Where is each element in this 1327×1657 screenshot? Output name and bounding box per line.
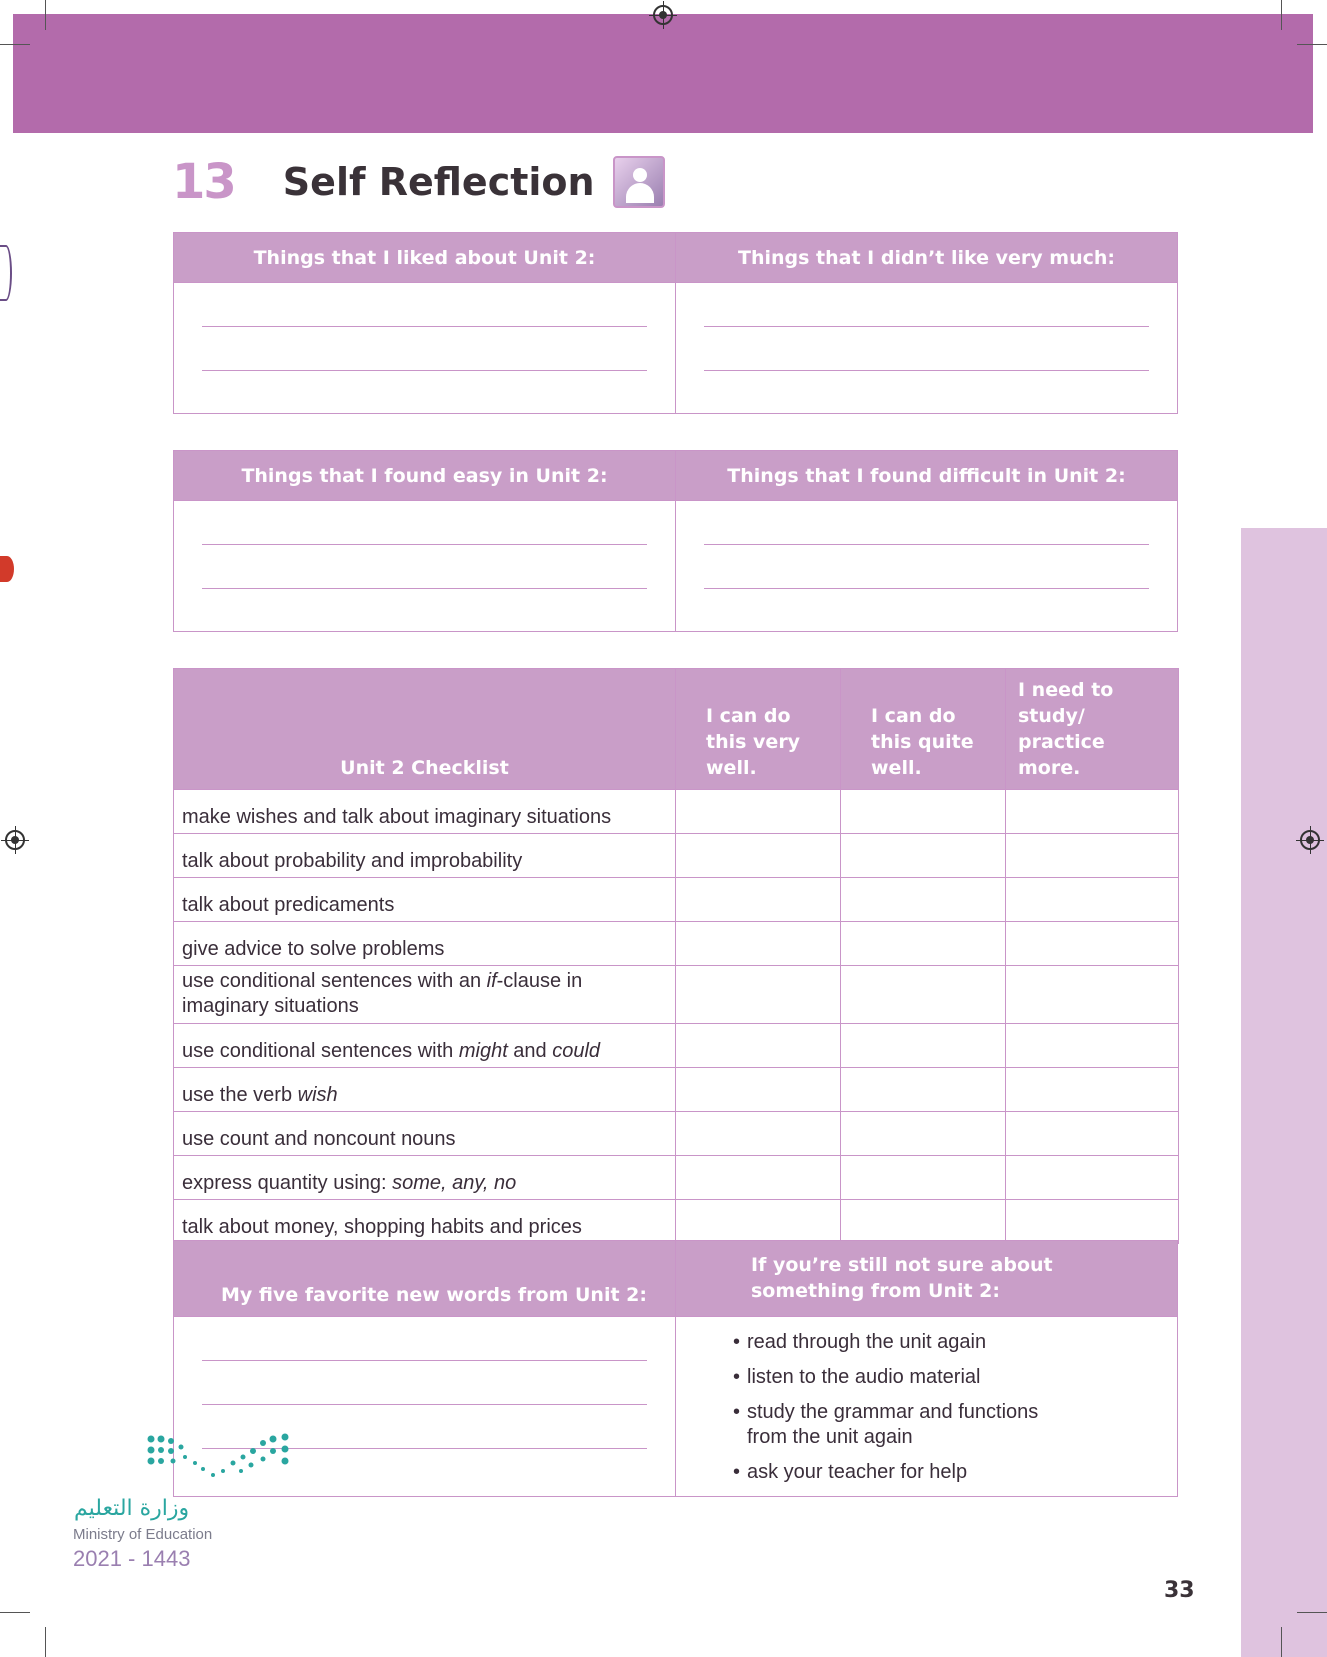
checkbox-cell-quite-well[interactable] xyxy=(841,1112,1006,1156)
ministry-logo-icon xyxy=(145,1433,295,1483)
checklist-item-text: -clause in imaginary situations xyxy=(182,970,583,1017)
checklist-row xyxy=(174,1156,1179,1200)
page-title: Self Reflection xyxy=(282,160,595,204)
checkbox-cell-quite-well[interactable] xyxy=(841,790,1006,834)
side-color-strip xyxy=(1241,528,1327,1657)
checklist-item-emphasis: if xyxy=(486,970,497,992)
easy-answer-area[interactable] xyxy=(174,501,676,632)
ministry-arabic-name: وزارة التعليم xyxy=(74,1496,190,1521)
checklist-item-emphasis: could xyxy=(552,1040,601,1062)
registration-mark-icon xyxy=(1300,830,1320,850)
checkbox-cell-very-well[interactable] xyxy=(676,834,841,878)
checklist-item-emphasis: might xyxy=(458,1040,508,1062)
top-color-band xyxy=(13,14,1313,133)
registration-mark-icon xyxy=(5,830,25,850)
crop-mark xyxy=(1297,44,1327,45)
checklist-item xyxy=(174,1024,676,1068)
checkbox-cell-study-more[interactable] xyxy=(1006,1024,1179,1068)
checklist-item xyxy=(174,834,676,878)
lesson-number: 13 xyxy=(172,154,235,210)
checkbox-cell-quite-well[interactable] xyxy=(841,1156,1006,1200)
checkbox-cell-very-well[interactable] xyxy=(676,966,841,1024)
checkbox-cell-very-well[interactable] xyxy=(676,1112,841,1156)
liked-table xyxy=(173,232,1178,414)
checkbox-cell-study-more[interactable] xyxy=(1006,1200,1179,1244)
crop-mark xyxy=(0,44,30,45)
checkbox-cell-quite-well[interactable] xyxy=(841,1200,1006,1244)
checklist-row xyxy=(174,1068,1179,1112)
crop-mark xyxy=(1297,1612,1327,1613)
tip-item: • study the grammar and functions from the unit again xyxy=(747,1400,1176,1450)
checkbox-cell-very-well[interactable] xyxy=(676,878,841,922)
tips-cell xyxy=(676,1317,1178,1497)
easy-difficult-table xyxy=(173,450,1178,632)
favorite-words-header: My five favorite new words from Unit 2: xyxy=(174,1241,676,1317)
disliked-header: Things that I didn’t like very much: xyxy=(676,233,1178,283)
crop-mark xyxy=(1281,0,1282,30)
liked-answer-area[interactable] xyxy=(174,283,676,414)
tips-list xyxy=(677,1318,1176,1485)
header-quite-well: I can do this quite well. xyxy=(841,669,1006,790)
checkbox-cell-study-more[interactable] xyxy=(1006,878,1179,922)
still-not-sure-header: If you’re still not sure about something from Unit 2: xyxy=(676,1241,1178,1317)
checkbox-cell-quite-well[interactable] xyxy=(841,834,1006,878)
checklist-item-text: talk about predicaments xyxy=(182,894,395,916)
tip-item: • listen to the audio material xyxy=(747,1365,1176,1390)
checkbox-cell-study-more[interactable] xyxy=(1006,966,1179,1024)
checkbox-cell-study-more[interactable] xyxy=(1006,790,1179,834)
checkbox-cell-quite-well[interactable] xyxy=(841,1068,1006,1112)
page-number: 33 xyxy=(1164,1578,1195,1603)
self-reflection-icon xyxy=(613,156,665,208)
edge-tab-mark xyxy=(0,556,14,582)
checklist-row xyxy=(174,878,1179,922)
crop-mark xyxy=(45,0,46,30)
favorite-words-table xyxy=(173,1240,1178,1497)
checkbox-cell-quite-well[interactable] xyxy=(841,1024,1006,1068)
checklist-row xyxy=(174,834,1179,878)
header-very-well: I can do this very well. xyxy=(676,669,841,790)
checklist-item-text: use conditional sentences with an xyxy=(182,970,487,992)
checklist-item-text: talk about probability and improbability xyxy=(182,850,523,872)
checkbox-cell-study-more[interactable] xyxy=(1006,1156,1179,1200)
checkbox-cell-very-well[interactable] xyxy=(676,1200,841,1244)
checkbox-cell-quite-well[interactable] xyxy=(841,922,1006,966)
checklist-item-text: and xyxy=(507,1040,553,1062)
checklist-item-text: express quantity using: xyxy=(182,1172,393,1194)
checklist-row xyxy=(174,1112,1179,1156)
disliked-answer-area[interactable] xyxy=(676,283,1178,414)
checklist-item-emphasis: wish xyxy=(297,1084,338,1106)
checkbox-cell-very-well[interactable] xyxy=(676,1068,841,1112)
edition-year: 2021 - 1443 xyxy=(73,1546,191,1571)
crop-mark xyxy=(1281,1627,1282,1657)
checklist-item-emphasis: some, any, no xyxy=(392,1172,517,1194)
checklist-item xyxy=(174,1112,676,1156)
checkbox-cell-very-well[interactable] xyxy=(676,922,841,966)
checklist-item-text: talk about money, shopping habits and prices xyxy=(182,1216,582,1238)
checklist-item xyxy=(174,1068,676,1112)
checklist-item xyxy=(174,922,676,966)
tip-item: • read through the unit again xyxy=(747,1330,1176,1355)
header-study-more: I need to study/ practice more. xyxy=(1006,669,1179,790)
edge-tab-mark xyxy=(0,245,12,301)
checkbox-cell-very-well[interactable] xyxy=(676,790,841,834)
tip-item: • ask your teacher for help xyxy=(747,1460,1176,1485)
checkbox-cell-quite-well[interactable] xyxy=(841,878,1006,922)
checklist-row xyxy=(174,922,1179,966)
checklist-item-text: use count and noncount nouns xyxy=(182,1128,456,1150)
checklist-item xyxy=(174,878,676,922)
checklist-item-text: use the verb xyxy=(182,1084,298,1106)
checkbox-cell-study-more[interactable] xyxy=(1006,1068,1179,1112)
crop-mark xyxy=(45,1627,46,1657)
checklist-item-text: give advice to solve problems xyxy=(182,938,445,960)
checkbox-cell-study-more[interactable] xyxy=(1006,1112,1179,1156)
checklist-item xyxy=(174,1200,676,1244)
checkbox-cell-very-well[interactable] xyxy=(676,1156,841,1200)
checkbox-cell-quite-well[interactable] xyxy=(841,966,1006,1024)
checklist-item xyxy=(174,790,676,834)
difficult-answer-area[interactable] xyxy=(676,501,1178,632)
difficult-header: Things that I found difficult in Unit 2: xyxy=(676,451,1178,501)
liked-header: Things that I liked about Unit 2: xyxy=(174,233,676,283)
checklist-header: Unit 2 Checklist xyxy=(174,669,676,790)
checklist-item xyxy=(174,1156,676,1200)
checklist-row xyxy=(174,1200,1179,1244)
checklist-row xyxy=(174,1024,1179,1068)
checkbox-cell-very-well[interactable] xyxy=(676,1024,841,1068)
ministry-english-name: Ministry of Education xyxy=(73,1526,213,1543)
checkbox-cell-study-more[interactable] xyxy=(1006,834,1179,878)
checklist-item-text: make wishes and talk about imaginary situations xyxy=(182,806,612,828)
checklist-item-text: use conditional sentences with xyxy=(182,1040,459,1062)
easy-header: Things that I found easy in Unit 2: xyxy=(174,451,676,501)
crop-mark xyxy=(0,1612,30,1613)
checklist-row xyxy=(174,966,1179,1024)
checkbox-cell-study-more[interactable] xyxy=(1006,922,1179,966)
registration-mark-icon xyxy=(653,5,673,25)
checklist-item xyxy=(174,966,676,1024)
checklist-table xyxy=(173,668,1179,1244)
title-row xyxy=(172,152,665,212)
checklist-row xyxy=(174,790,1179,834)
